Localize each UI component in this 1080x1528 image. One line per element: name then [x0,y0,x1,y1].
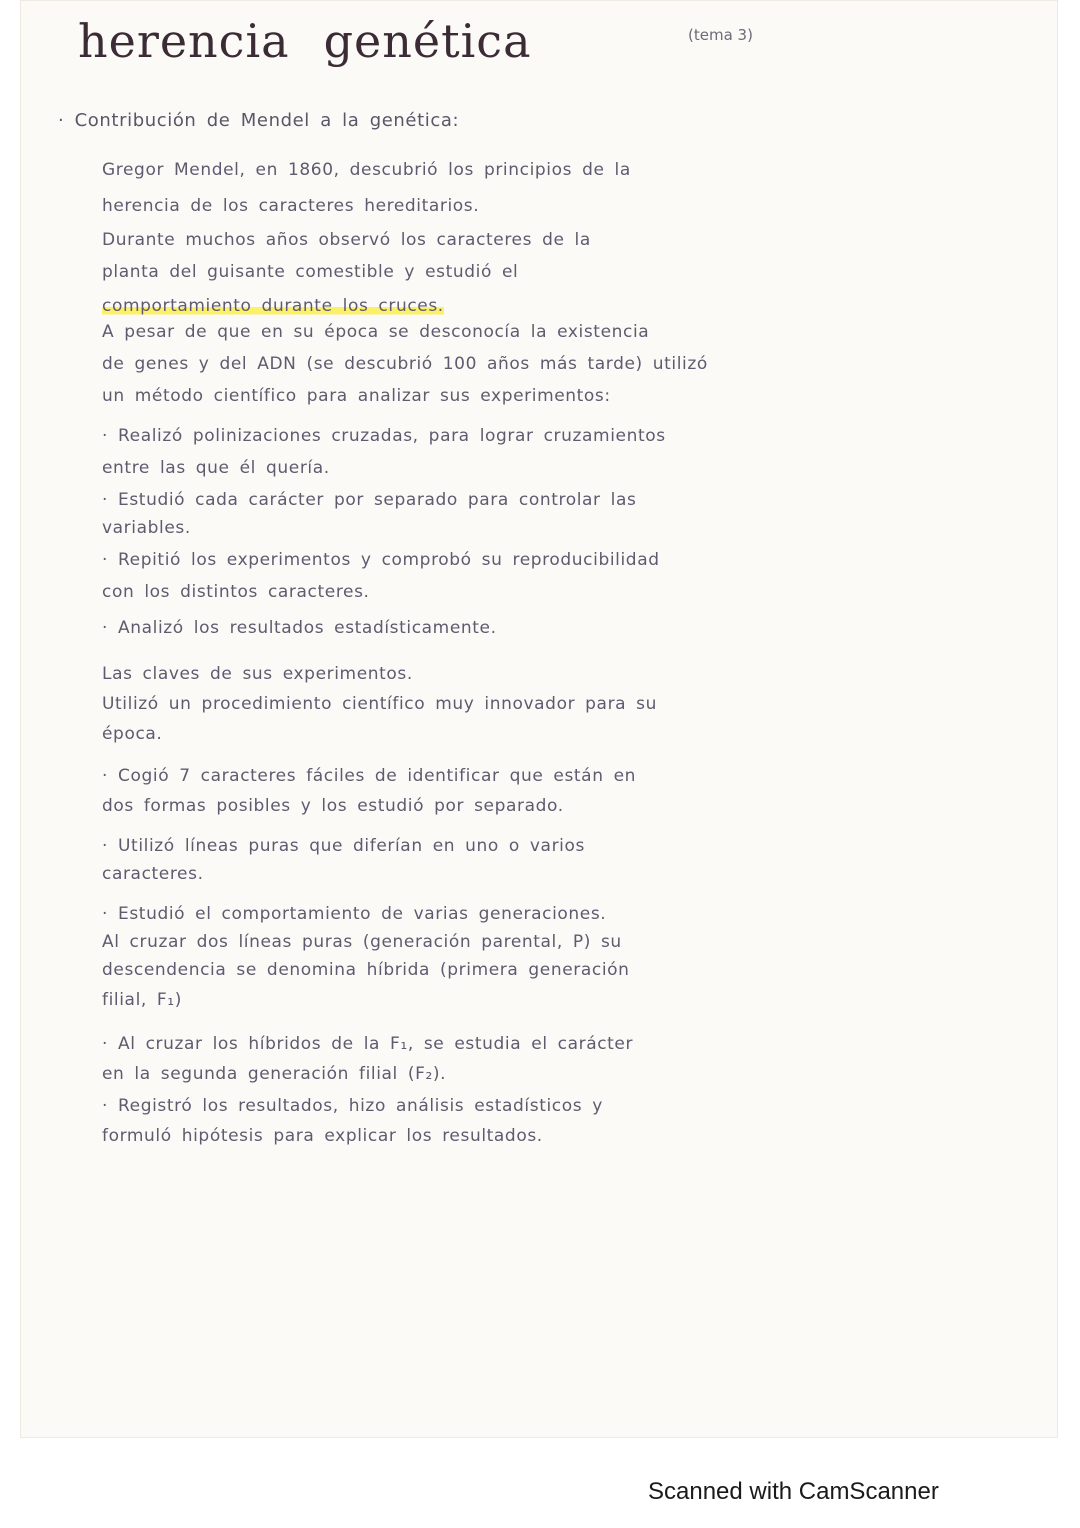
note-line-28: en la segunda generación filial (F₂). [102,1064,447,1084]
note-line-18: época. [102,724,163,744]
note-line-23: · Estudió el comportamiento de varias generaciones. [102,904,607,924]
note-line-26: filial, F₁) [102,990,182,1010]
title-subtitle: (tema 3) [688,26,753,44]
note-line-24: Al cruzar dos líneas puras (generación parental, P) su [102,932,622,952]
note-line-05: comportamiento durante los cruces. [102,296,444,316]
title-word-herencia: herencia [78,14,290,68]
note-line-04: planta del guisante comestible y estudió el [102,262,519,282]
note-line-14: con los distintos caracteres. [102,582,370,602]
note-line-03: Durante muchos años observó los caracteres de la [102,230,591,250]
section-heading: · Contribución de Mendel a la genética: [58,110,460,131]
note-line-10: entre las que él quería. [102,458,330,478]
note-line-08: un método científico para analizar sus experimentos: [102,386,611,406]
note-line-20: dos formas posibles y los estudió por separado. [102,796,564,816]
note-line-29: · Registró los resultados, hizo análisis estadísticos y [102,1096,603,1116]
note-line-09: · Realizó polinizaciones cruzadas, para lograr cruzamientos [102,426,666,446]
note-line-07: de genes y del ADN (se descubrió 100 años más tarde) utilizó [102,354,708,374]
note-line-02: herencia de los caracteres hereditarios. [102,196,480,216]
note-line-12: variables. [102,518,191,538]
note-line-11: · Estudió cada carácter por separado para controlar las [102,490,637,510]
note-line-21: · Utilizó líneas puras que diferían en uno o varios [102,836,585,856]
title-word-genetica: genética [323,14,532,68]
note-line-16: Las claves de sus experimentos. [102,664,413,684]
note-line-27: · Al cruzar los híbridos de la F₁, se estudia el carácter [102,1034,634,1054]
note-line-06: A pesar de que en su época se desconocía la existencia [102,322,650,342]
note-line-15: · Analizó los resultados estadísticamente. [102,618,497,638]
note-line-13: · Repitió los experimentos y comprobó su reproducibilidad [102,550,660,570]
note-line-22: caracteres. [102,864,204,884]
note-line-01: Gregor Mendel, en 1860, descubrió los principios de la [102,160,631,180]
note-line-17: Utilizó un procedimiento científico muy innovador para su [102,694,658,714]
note-line-19: · Cogió 7 caracteres fáciles de identificar que están en [102,766,637,786]
note-line-30: formuló hipótesis para explicar los resultados. [102,1126,543,1146]
scanner-watermark: Scanned with CamScanner [648,1478,939,1505]
page-title [78,14,532,68]
note-line-25: descendencia se denomina híbrida (primera generación [102,960,630,980]
